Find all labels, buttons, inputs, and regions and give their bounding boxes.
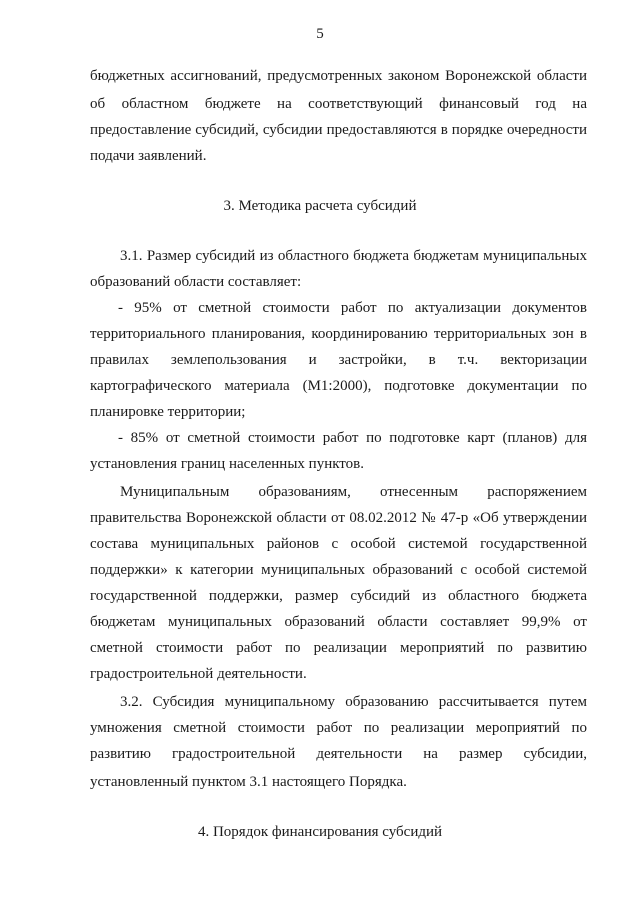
munic-line-4: поддержки» к категории муниципальных образований с особой системой [90,562,587,578]
p32-line-4: установленный пунктом 3.1 настоящего Порядка. [90,774,407,790]
item1-line-1: - 95% от сметной стоимости работ по актуализации документов [118,300,587,316]
item1-line-5: планировке территории; [90,404,246,420]
p32-line-3: развитию градостроительной деятельности на размер субсидии, [90,746,587,762]
intro-line-2: об областном бюджете на соответствующий финансовый год на [90,96,587,112]
munic-line-3: состава муниципальных районов с особой системой государственной [90,536,587,552]
section-3-heading: 3. Методика расчета субсидий [223,198,417,214]
intro-line-1: бюджетных ассигнований, предусмотренных законом Воронежской области [90,68,587,84]
munic-line-7: сметной стоимости работ по реализации мероприятий по развитию [90,640,587,656]
page-number: 5 [316,26,324,42]
intro-line-4: подачи заявлений. [90,148,207,164]
item1-line-3: правилах землепользования и застройки, в т.ч. векторизации [90,352,587,368]
item2-line-1: - 85% от сметной стоимости работ по подготовке карт (планов) для [118,430,587,446]
p32-line-2: умножения сметной стоимости работ по реализации мероприятий по [90,720,587,736]
munic-line-8: градостроительной деятельности. [90,666,307,682]
p32-line-1: 3.2. Субсидия муниципальному образованию рассчитывается путем [120,694,587,710]
p31-line-2: образований области составляет: [90,274,302,290]
intro-line-3: предоставление субсидий, субсидии предоставляются в порядке очередности [90,122,587,138]
munic-line-6: бюджетам муниципальных образований области составляет 99,9% от [90,614,587,630]
section-4-heading: 4. Порядок финансирования субсидий [197,824,443,840]
item1-line-4: картографического материала (М1:2000), подготовке документации по [90,378,587,394]
item2-line-2: установления границ населенных пунктов. [90,456,364,472]
p31-line-1: 3.1. Размер субсидий из областного бюджета бюджетам муниципальных [120,248,587,264]
munic-line-5: государственной поддержки, размер субсидий из областного бюджета [90,588,587,604]
munic-line-2: правительства Воронежской области от 08.02.2012 № 47-р «Об утверждении [90,510,587,526]
munic-line-1: Муниципальным образованиям, отнесенным распоряжением [120,484,587,500]
item1-line-2: территориального планирования, координированию территориальных зон в [90,326,587,342]
